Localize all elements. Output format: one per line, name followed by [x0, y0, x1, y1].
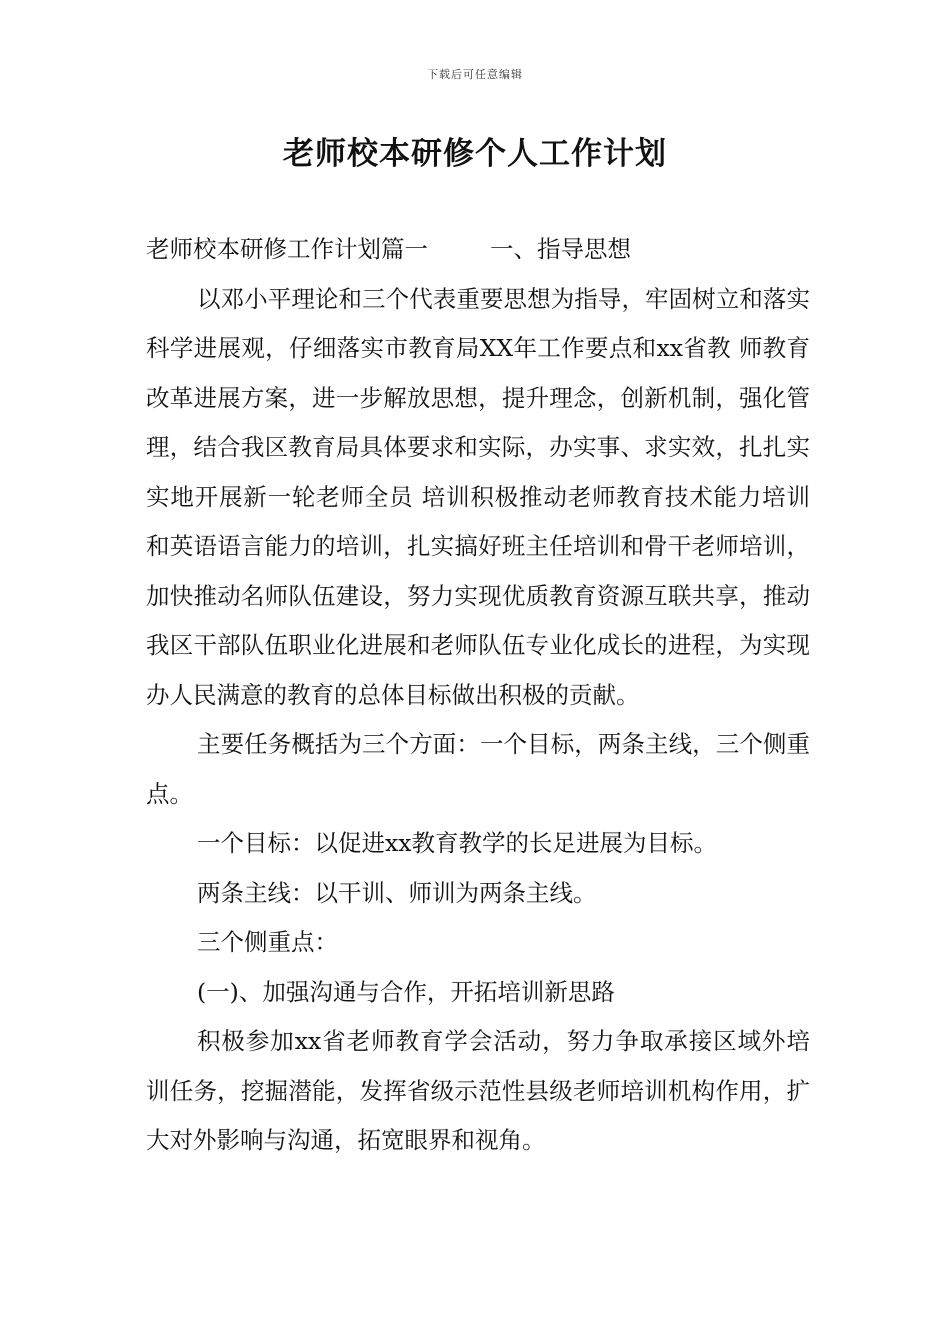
section-heading: 一、指导思想: [490, 235, 631, 263]
paragraph-three-focuses: 三个侧重点：: [197, 928, 338, 956]
paragraph-two-mainlines: 两条主线：以干训、师训为两条主线。: [197, 878, 597, 907]
paragraph-participation: 积极参加xx省老师教育学会活动，努力争取承接区域外培训任务，挖掘潜能，发挥省级示范性县级老师培训机构作用，扩大对外影响与沟通，拓宽眼界和视角。: [146, 1027, 810, 1154]
paragraph-guiding-ideology: 以邓小平理论和三个代表重要思想为指导，牢固树立和落实科学进展观，仔细落实市教育局XX年工作要点和xx省教 师教育改革进展方案，进一步解放思想，提升理念，创新机制，强化管理，结合我区教育局具体要求和实际，办实事、求实效，扎扎实实地开展新一轮老师全员 培训积极推动老师教育技术能力培训和英语语言能力的培训，扎实搞好班主任培训和骨干老师培训，加快推动名师队伍建设，努力实现优质教育资源互联共享，推动 我区干部队伍职业化进展和老师队伍专业化成长的进程，为实现办人民满意的教育的总体目标做出积极的贡献。: [146, 284, 810, 709]
header-note: 下载后可任意编辑: [427, 68, 523, 81]
section-heading-line: [146, 225, 810, 275]
document-body: [146, 225, 810, 1166]
article-subtitle: 老师校本研修工作计划篇一: [146, 235, 428, 263]
document-title: 老师校本研修个人工作计划: [283, 136, 667, 172]
paragraph-subsection-one: (一)、加强沟通与合作，开拓培训新思路: [197, 977, 615, 1006]
paragraph-one-goal: 一个目标：以促进xx教育教学的长足进展为目标。: [197, 829, 718, 857]
paragraph-main-tasks: 主要任务概括为三个方面：一个目标，两条主线，三个侧重点。: [146, 730, 810, 808]
